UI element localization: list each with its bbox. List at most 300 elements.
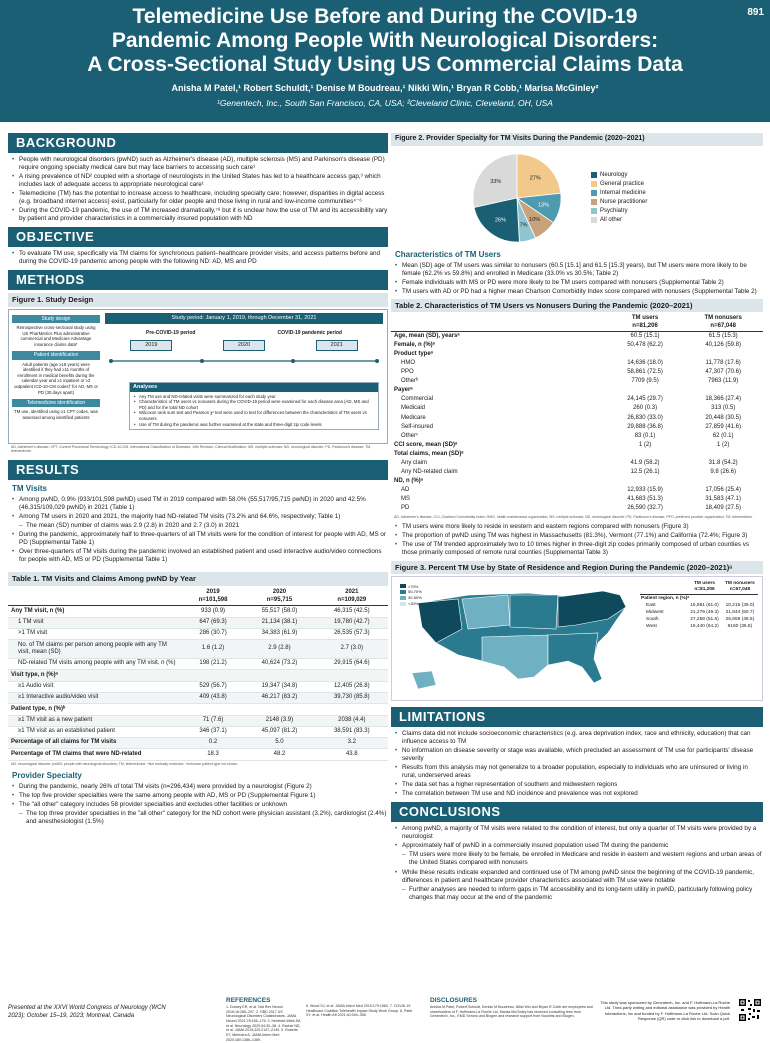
row-label: ≥1 Interactive audio/video visit xyxy=(8,692,183,703)
table2 xyxy=(391,314,763,513)
tag-patient-identification: Patient identification xyxy=(12,351,100,359)
references-text-2: 6. Wood SJ, et al. JAMA Intern Med 2019;179:1563. 7. COVID-19 Healthcare Coalition Telehealth Impact Study Work Group. 8. Patel SY, et al. Health Aff 2021;40:349–358. xyxy=(306,1004,413,1018)
cell-value: 47,307 (70.6) xyxy=(705,369,742,376)
table2-row xyxy=(391,359,763,368)
author-list: Anisha M Patel,¹ Robert Schuldt,¹ Denise M Boudreau,¹ Nikki Win,¹ Bryan R Cobb,¹ Marisa McGinley² xyxy=(171,83,599,94)
cell-value: 1.6 (1.2) xyxy=(183,640,243,659)
cell-value: 60.5 (15.1) xyxy=(630,332,660,339)
background-bullet: • A rising prevalence of ND² coupled with a shortage of neurologists in the United States has led to a healthcare access gap,³ which includes lack of adequate access to appropriate neurological care¹ xyxy=(12,173,388,189)
cell-value: 409 (43.8) xyxy=(183,692,243,703)
background-bullets xyxy=(8,156,388,223)
table2-row xyxy=(391,459,763,468)
cell-value xyxy=(607,450,684,459)
region-row xyxy=(640,617,758,624)
cell-value: 31.8 (54.2) xyxy=(708,460,738,467)
table2-row xyxy=(391,432,763,441)
region-value: 10,215 (39.0) xyxy=(725,602,755,608)
cell-value: 7963 (11.9) xyxy=(708,378,739,385)
cell-value: 1 (2) xyxy=(638,441,652,448)
map-legend-item xyxy=(400,595,422,600)
region-name: East xyxy=(646,602,656,608)
cell-value: 14,636 (18.0) xyxy=(627,359,663,366)
row-label: Otherᵇ xyxy=(401,378,419,385)
table2-row xyxy=(391,477,763,486)
cell-value: 27,859 (41.6) xyxy=(705,423,742,430)
region-value: 27,258 (51.5) xyxy=(690,617,719,623)
cell-value: 55,517 (58.0) xyxy=(243,606,315,617)
provider-bullet: • During the pandemic, nearly 26% of total TM visits (n=296,434) were provided by a neurologist (Figure 2) xyxy=(12,783,388,791)
table1-row xyxy=(8,692,388,703)
table1 xyxy=(8,588,388,761)
row-label: ≥1 Audio visit xyxy=(8,681,183,692)
legend-item xyxy=(591,190,647,198)
cell-value: 286 (30.7) xyxy=(183,629,243,640)
region-label: Patient region, n (%)ᵃ xyxy=(641,595,690,601)
timeline-years xyxy=(105,340,383,351)
table2-row xyxy=(391,396,763,405)
cell-value: 313 (0.5) xyxy=(711,405,736,412)
table2-title: Table 2. Characteristics of TM Users vs Nonusers During the Pandemic (2020–2021) xyxy=(391,299,763,312)
pie-label: 33% xyxy=(490,178,502,185)
table1-row xyxy=(8,640,388,659)
table2-header xyxy=(391,314,763,331)
cell-value: 26,830 (33.0) xyxy=(627,414,663,421)
cell-value: 41.9 (58.2) xyxy=(630,460,660,467)
cell-value: 529 (56.7) xyxy=(183,681,243,692)
cell-value: 18,409 (27.5) xyxy=(705,505,742,512)
cell-value: 12,933 (15.9) xyxy=(627,487,663,494)
cell-value: 26,590 (32.7) xyxy=(627,505,663,512)
region-col-nonusers: TM nonusers n=67,048 xyxy=(722,581,758,595)
cell-value: 19,780 (42.7) xyxy=(316,617,388,628)
row-label: ≥1 TM visit as a new patient xyxy=(8,715,183,726)
map-legend-label: 30-50% xyxy=(408,595,422,601)
cell-value xyxy=(607,477,684,486)
cell-value: 5.0 xyxy=(243,738,315,749)
characteristics-bullet: • Mean (SD) age of TM users was similar to nonusers (60.5 [15.1] and 61.5 [15.3] years), but TM users were more likely to be female (62.2% vs 59.8%) and enrolled in Medicare (33.0% vs 30.5%; Table 2) xyxy=(395,262,763,278)
table1-row xyxy=(8,738,388,749)
conclusion-bullet: • Among pwND, a majority of TM visits were related to the condition of interest, but only a quarter of TM visits were provided by a neurologist xyxy=(395,825,763,841)
figure3-map xyxy=(391,576,763,701)
background-bullet: • People with neurological disorders (pwND) such as Alzheimer's disease (AD), multiple sclerosis (MS) and Parkinson's disease (PD) require ongoing specialty medical care but may face barriers to accessing such care¹ xyxy=(12,156,388,172)
legend-label: Internal medicine xyxy=(600,189,646,196)
cell-value xyxy=(243,670,315,681)
cell-value: 58,861 (72.5) xyxy=(627,369,663,376)
limitation-bullet: • No information on disease severity or stage was available, which precluded an assessment of TM use for participants' disease severity xyxy=(395,747,763,763)
provider-bullets xyxy=(8,783,388,826)
row-label: Female, n (%)ᵃ xyxy=(394,341,435,348)
telemedicine-identification-text: TM use, identified using ≥1 CPT codes, was assessed among identified patients xyxy=(14,409,98,420)
cell-value xyxy=(683,350,763,359)
objective-heading: OBJECTIVE xyxy=(8,227,388,247)
legend-item xyxy=(591,217,647,225)
table2-row xyxy=(391,377,763,386)
year-2019: 2019 xyxy=(130,340,172,351)
cell-value: 34,383 (61.9) xyxy=(243,629,315,640)
table1-col-2020: 2020 n=95,715 xyxy=(243,588,315,606)
pie-legend xyxy=(591,170,647,226)
patient-identification-text: Adult patients (age ≥18 years) were identified if they had ≥11 months of enrollment in medical benefits during the calendar year and ≥1 inpatient or ≥2 outpatient ICD-10-CM codes† for AD, MS or PD (30 days apart) xyxy=(14,361,98,395)
tm-visits-bullet: – The mean (SD) number of claims was 2.9 (2.8) in 2020 and 2.7 (3.0) in 2021 xyxy=(12,522,388,530)
region-name: Midwest xyxy=(646,609,664,615)
table1-row xyxy=(8,726,388,737)
row-label: ND, n (%)ᵃ xyxy=(394,478,423,485)
cell-value xyxy=(683,386,763,395)
cell-value: 11,778 (17.6) xyxy=(705,359,741,366)
cell-value: 48.2 xyxy=(243,749,315,760)
poster-title: Telemedicine Use Before and During the COVID-19 Pandemic Among People With Neurological Disorders: A Cross-Sectional Study Using US Commercial Claims Data xyxy=(87,5,683,77)
tag-telemedicine-identification: Telemedicine identification xyxy=(12,399,100,407)
disclosures-text: Anisha M Patel, Robert Schuldt, Denise M Boudreau, Nikki Win and Bryan R Cobb are employees and shareholders of F. Hoffmann-La Roche Ltd. Marisa McGinley has received consulting fees from Genentech, Inc., EMD Serono and Biogen and research support from Novartis and Biogen. xyxy=(430,1005,593,1019)
pie-label: 10% xyxy=(529,216,541,223)
poster-footer xyxy=(0,997,770,1042)
conclusions-heading: CONCLUSIONS xyxy=(391,802,763,822)
table1-col-2019: 2019 n=101,598 xyxy=(183,588,243,606)
tm-visits-bullet: • Among TM users in 2020 and 2021, the majority had ND-related TM visits (73.2% and 64.6%, respectively; Table 1) xyxy=(12,513,388,521)
conclusion-bullet: – Further analyses are needed to inform gaps in TM accessibility and its long-term utility in pwND, particularly following policy changes that may occur at the end of the pandemic xyxy=(395,886,763,902)
cell-value: 46,315 (42.5) xyxy=(316,606,388,617)
region-name: West xyxy=(646,624,657,630)
geography-bullet: • TM users were more likely to reside in western and eastern regions compared with nonusers (Figure 3) xyxy=(395,523,763,531)
cell-value: 41,683 (51.3) xyxy=(627,496,663,503)
map-legend-label: 50-70% xyxy=(408,589,422,595)
table2-row xyxy=(391,386,763,395)
row-label: CCI score, mean (SD)ᵃ xyxy=(394,441,458,448)
cell-value: 346 (37.1) xyxy=(183,726,243,737)
map-legend-label: >70% xyxy=(408,583,419,589)
pie-label: 27% xyxy=(529,175,541,182)
cell-value: 31,583 (47.1) xyxy=(705,496,742,503)
table2-col-nonusers: TM nonusers n=67,048 xyxy=(683,314,763,331)
results-heading: RESULTS xyxy=(8,460,388,480)
legend-swatch xyxy=(591,190,597,196)
table1-row xyxy=(8,659,388,670)
limitation-bullet: • The correlation between TM use and ND incidence and prevalence was not explored xyxy=(395,790,763,798)
tm-visits-bullet: • Over three-quarters of TM visits during the pandemic involved an established patient and used interactive audio/video connections for people with AD, MS or PD (Supplemental Table 1) xyxy=(12,548,388,564)
cell-value: 24,145 (29.7) xyxy=(627,396,663,403)
geography-bullets xyxy=(391,523,763,557)
map-legend xyxy=(400,583,422,607)
row-label: No. of TM claims per person among people with any TM visit, mean (SD) xyxy=(8,640,183,659)
map-legend-swatch xyxy=(400,596,406,600)
region-table xyxy=(640,581,758,631)
characteristics-bullet: • TM users with AD or PD had a higher mean Charlson Comorbidity Index score compared with nonusers (Supplemental Table 2) xyxy=(395,288,763,296)
legend-label: Psychiatry xyxy=(600,207,628,214)
legend-item xyxy=(591,181,647,189)
conference-info: Presented at the XXVI World Congress of Neurology (WCN 2023); October 15–19, 2023; Montreal, Canada xyxy=(8,1005,166,1019)
characteristics-bullets xyxy=(391,262,763,296)
row-label: Patient type, n (%)ᵇ xyxy=(8,704,183,715)
table1-row xyxy=(8,606,388,617)
legend-label: Nurse practitioner xyxy=(600,198,648,205)
references-title: REFERENCES xyxy=(226,997,271,1004)
table1-title: Table 1. TM Visits and Claims Among pwND by Year xyxy=(8,572,388,585)
table2-row xyxy=(391,414,763,423)
cell-value xyxy=(183,704,243,715)
objective-bullets xyxy=(8,250,388,266)
cell-value xyxy=(243,704,315,715)
disclosures xyxy=(430,997,595,1019)
figure2-title: Figure 2. Provider Specialty for TM Visits During the Pandemic (2020–2021) xyxy=(391,133,763,146)
row-label: Percentage of all claims for TM visits xyxy=(8,738,183,749)
row-label: AD xyxy=(401,487,410,494)
cell-value xyxy=(183,670,243,681)
row-label: Any ND-related claim xyxy=(401,469,458,476)
background-heading: BACKGROUND xyxy=(8,133,388,153)
conclusion-bullet: • Approximately half of pwND in a commercially insured population used TM during the pandemic xyxy=(395,842,763,850)
study-period: Study period: January 1, 2019, through December 31, 2021 xyxy=(105,313,383,324)
provider-bullet: • The top five provider specialties were the same among people with AD, MS or PD (Supplemental Figure 1) xyxy=(12,792,388,800)
study-design-text: Retrospective cross-sectional study using US PharMetrics Plus administrative commercial and Medicare Advantage insurance claims data* xyxy=(16,325,96,347)
table2-row xyxy=(391,368,763,377)
table2-row xyxy=(391,505,763,514)
sponsor-text: This study was sponsored by Genentech, Inc. and F. Hoffmann-La Roche Ltd. Third-party writing and editorial assistance was provided by Health Interactions, Inc and funded by F. Hoffmann-La Roche Ltd. Scan Quick Response (QR) code or click link to download a pdf. xyxy=(600,1000,730,1022)
cell-value: 40,126 (59.8) xyxy=(705,341,742,348)
region-value: 21,279 (49.3) xyxy=(690,609,719,615)
region-row xyxy=(640,609,758,616)
provider-bullet: – The top three provider specialties in the "all other" category for the ND cohort were physician assistant (3.2%), cardiologist (2.4%) and anesthesiologist (1.5%) xyxy=(12,810,388,826)
row-label: Self-insured xyxy=(401,423,434,430)
table2-row xyxy=(391,468,763,477)
table1-footnote: ND, neurological disorder; pwND, people with neurological disorders; TM, telemedicine. ᵃNot mutually exclusive. ᵇUnknown patient type not shown. xyxy=(11,761,239,766)
pie-label: 26% xyxy=(494,217,506,224)
cell-value: 50,478 (62.2) xyxy=(627,341,663,348)
row-label: Medicare xyxy=(401,414,426,421)
row-label: Any claim xyxy=(401,460,428,467)
cell-value: 2038 (4.4) xyxy=(316,715,388,726)
left-column xyxy=(8,127,388,827)
cell-value: 18,366 (27.4) xyxy=(705,396,742,403)
row-label: PPO xyxy=(401,369,414,376)
provider-specialty-heading: Provider Specialty xyxy=(12,771,82,781)
geography-bullet: • The proportion of pwND using TM was highest in Massachusetts (81.3%), Vermont (77.1%) and California (72.4%; Figure 3) xyxy=(395,532,763,540)
year-2021: 2021 xyxy=(316,340,358,351)
table2-row xyxy=(391,487,763,496)
map-legend-item xyxy=(400,589,422,594)
row-label: ≥1 TM visit as an established patient xyxy=(8,726,183,737)
row-label: MS xyxy=(401,496,410,503)
row-label: 1 TM visit xyxy=(8,617,183,628)
conclusion-bullet: • While these results indicate expanded and continued use of TM among pwND since the beginning of the COVID-19 pandemic, differences in patient and healthcare provider characteristics associated with TM use were notable xyxy=(395,869,763,885)
row-label: Visit type, n (%)ᵃ xyxy=(8,670,183,681)
map-legend-swatch xyxy=(400,590,406,594)
cell-value: 933 (0.9) xyxy=(183,606,243,617)
table2-row xyxy=(391,341,763,350)
region-value: 9160 (35.8) xyxy=(727,624,753,630)
legend-label: General practice xyxy=(600,180,645,187)
cell-value: 0.2 xyxy=(183,738,243,749)
cell-value: 1 (2) xyxy=(717,441,730,448)
cell-value: 21,134 (38.1) xyxy=(243,617,315,628)
legend-item xyxy=(591,208,647,216)
limitation-bullet: • Claims data did not include socioeconomic characteristics (e.g. area deprivation index, race and ethnicity, education) that can influence access to TM xyxy=(395,730,763,746)
row-label: Product typeᵃ xyxy=(394,350,433,357)
map-legend-label: <30% xyxy=(408,601,419,607)
cell-value xyxy=(683,450,763,459)
analyses-list xyxy=(130,392,378,429)
cell-value: 9.8 (26.6) xyxy=(710,469,737,476)
region-row xyxy=(640,602,758,609)
table1-row xyxy=(8,629,388,640)
legend-item xyxy=(591,172,647,180)
pie-label: 13% xyxy=(537,202,549,209)
analyses-title: Analyses xyxy=(130,383,378,392)
table2-body xyxy=(391,331,763,513)
legend-label: Neurology xyxy=(600,171,628,178)
table1-row xyxy=(8,617,388,628)
row-label: Otherᶜ xyxy=(401,432,419,439)
table2-row xyxy=(391,450,763,459)
objective-bullet: • To evaluate TM use, specifically via TM claims for synchronous patient–healthcare provider visits, and access patterns before and during the COVID-19 pandemic among people with the following ND: AD, MS and PD xyxy=(12,250,388,266)
row-label: ND-related TM visits among people with any TM visit, n (%) xyxy=(8,659,183,670)
cell-value: 40,624 (73.2) xyxy=(243,659,315,670)
cell-value: 29,915 (64.6) xyxy=(316,659,388,670)
table2-col-users: TM users n=81,206 xyxy=(607,314,684,331)
analysis-item: • Any TM use and ND-related visits were summarized for each study year xyxy=(134,394,374,400)
cell-value: 38,591 (83.3) xyxy=(316,726,388,737)
qr-code-icon[interactable] xyxy=(738,998,762,1022)
table2-row xyxy=(391,441,763,450)
cell-value xyxy=(683,477,763,486)
row-label: Age, mean (SD), yearsᵃ xyxy=(394,332,460,339)
row-label: Medicaid xyxy=(401,405,426,412)
conclusion-bullet: – TM users were more likely to be female, be enrolled in Medicare and reside in eastern and western regions and urban areas of the United States compared with nonusers xyxy=(395,851,763,867)
limitation-bullet: • Results from this analysis may not generalize to a broader population, especially to individuals who are uninsured or living in rural, underserved areas xyxy=(395,764,763,780)
table2-footnote: AD, Alzheimer's disease; CCI, Charlson Comorbidity Index; HMO, health maintenance organization; MS, multiple sclerosis; ND, neurological disorder; PD, Parkinson's disease; PPO, preferred provider organization; TM, telemedicine. xyxy=(394,514,754,519)
row-label: HMO xyxy=(401,359,415,366)
region-row xyxy=(640,624,758,631)
pie-chart xyxy=(471,152,563,244)
cell-value: 2.7 (3.0) xyxy=(316,640,388,659)
table2-row xyxy=(391,496,763,505)
cell-value: 46,217 (83.2) xyxy=(243,692,315,703)
cell-value: 39,730 (85.8) xyxy=(316,692,388,703)
legend-swatch xyxy=(591,217,597,223)
study-design-figure xyxy=(8,309,388,444)
table1-row xyxy=(8,704,388,715)
background-bullet: • During the COVID-19 pandemic, the use of TM increased dramatically,⁷⁸ but it is unclear how the use of TM and its accessibility vary by patient and provider characteristics in a commercially insured population with ND xyxy=(12,207,388,223)
study-timeline xyxy=(105,313,383,372)
cell-value: 7709 (9.5) xyxy=(631,378,659,385)
conclusions-bullets xyxy=(391,825,763,901)
cell-value xyxy=(607,350,684,359)
characteristics-heading: Characteristics of TM Users xyxy=(395,249,501,259)
period-labels xyxy=(105,330,383,336)
legend-swatch xyxy=(591,181,597,187)
map-legend-swatch xyxy=(400,602,406,606)
cell-value: 18.3 xyxy=(183,749,243,760)
provider-bullet: • The "all other" category includes 58 provider specialties and excludes other facilities or unknown xyxy=(12,801,388,809)
table1-row xyxy=(8,681,388,692)
table1-row xyxy=(8,715,388,726)
poster-number: 891 xyxy=(747,7,764,18)
methods-footnote: AD, Alzheimer's disease; CPT, Current Procedural Terminology; ICD-10-CM, International Classification of Diseases, 10th Revision, Clinical Modification; MS, multiple sclerosis; ND, neurological disorder; PD, Parkinson's disease; TM, telemedicine. xyxy=(11,444,372,454)
cell-value: 26,535 (57.3) xyxy=(316,629,388,640)
legend-swatch xyxy=(591,199,597,205)
table1-col-2021: 2021 n=109,029 xyxy=(316,588,388,606)
cell-value: 43.8 xyxy=(316,749,388,760)
us-map xyxy=(398,581,638,696)
analysis-item: • Characteristics of TM users vs nonusers during the COVID-19 period were examined for each disease area (AD, MS and PD) and for the total ND cohort xyxy=(134,399,374,410)
geography-bullet: • The use of TM trended approximately two to 10 times higher in three-digit zip codes primarily composed of urban counties vs those primarily composed of remote rural counties (Supplemental Table 3) xyxy=(395,541,763,557)
tm-visits-bullet: • Among pwND, 0.9% (933/101,598 pwND) used TM in 2019 compared with 58.0% (55,517/95,715 pwND) in 2020 and 42.5% (46,315/109,029 pwND) in 2021 (Table 1) xyxy=(12,496,388,512)
row-label: Commercial xyxy=(401,396,434,403)
figure3-title: Figure 3. Percent TM Use by State of Residence and Region During the Pandemic (2020–2021)ᵃ xyxy=(391,561,763,574)
region-value: 21,844 (50.7) xyxy=(725,609,755,615)
row-label: >1 TM visit xyxy=(8,629,183,640)
region-name: South xyxy=(646,617,659,623)
cell-value: 260 (0.3) xyxy=(633,405,658,412)
analysis-item: • Use of TM during the pandemic was further examined at the state and three-digit zip code levels xyxy=(134,422,374,428)
cell-value: 198 (21.2) xyxy=(183,659,243,670)
cell-value: 83 (0.1) xyxy=(634,432,656,439)
legend-label: All other xyxy=(600,216,623,223)
limitations-bullets xyxy=(391,730,763,798)
cell-value: 62 (0.1) xyxy=(712,432,734,439)
right-column xyxy=(391,127,763,903)
limitations-heading: LIMITATIONS xyxy=(391,707,763,727)
region-value: 25,659 (48.5) xyxy=(725,617,755,623)
disclosures-title: DISCLOSURES xyxy=(430,997,477,1004)
covid-period-label: COVID-19 pandemic period xyxy=(277,329,342,336)
table2-row xyxy=(391,350,763,359)
map-legend-swatch xyxy=(400,584,406,588)
methods-heading: METHODS xyxy=(8,270,388,290)
legend-item xyxy=(591,199,647,207)
cell-value: 61.5 (15.3) xyxy=(708,332,738,339)
table1-row xyxy=(8,670,388,681)
cell-value: 647 (69.3) xyxy=(183,617,243,628)
characteristics-bullet: • Female individuals with MS or PD were more likely to be TM users compared with nonusers (Supplemental Table 2) xyxy=(395,279,763,287)
cell-value: 71 (7.6) xyxy=(183,715,243,726)
table2-row xyxy=(391,405,763,414)
cell-value: 20,448 (30.5) xyxy=(705,414,742,421)
row-label: Percentage of TM claims that were ND-related xyxy=(8,749,183,760)
figure1-title: Figure 1. Study Design xyxy=(8,293,388,306)
tm-visits-bullets xyxy=(8,496,388,564)
design-sidebar xyxy=(12,313,100,423)
map-legend-item xyxy=(400,601,422,606)
cell-value xyxy=(316,670,388,681)
row-label: Any TM visit, n (%) xyxy=(8,606,183,617)
pie-label: 7% xyxy=(519,222,528,229)
background-bullet: • Telemedicine (TM) has the potential to increase access to healthcare, including specialty care; however, disparities in digital access (e.g. broadband internet access) exist, particularly for older people and those living in rural and low-income communities⁴⁻⁶ xyxy=(12,190,388,206)
cell-value xyxy=(316,704,388,715)
cell-value: 2148 (3.9) xyxy=(243,715,315,726)
year-2020: 2020 xyxy=(223,340,265,351)
cell-value: 29,888 (36.8) xyxy=(627,423,663,430)
analysis-item: • Wilcoxon rank sum test and Pearson χ² test were used to test for differences between the characteristics of TM users vs nonusers xyxy=(134,410,374,421)
timeline-axis xyxy=(105,354,383,368)
cell-value: 2.9 (2.8) xyxy=(243,640,315,659)
cell-value: 19,347 (34.8) xyxy=(243,681,315,692)
references-text: 1. Dorsey ER, et al. Nat Rev Neurol 2016;16:285–297. 2. GBD 2017 US Neurological Disorders Collaborators. JAMA Neurol 2021;78:165–176. 3. Heidhart-Wahl JM, et al. Neurology 2020;94:30–38. 4. Rachel ND, et al. JAMA 2015;320:2147–2149. 5. Roberts ET, Mehrotra A. JAMA Intern Med 2020;180:1386–1389. xyxy=(226,1005,302,1042)
cell-value: 12.5 (26.1) xyxy=(630,469,660,476)
analyses-box xyxy=(129,382,379,430)
tm-visits-bullet: • During the pandemic, approximately half to three-quarters of all TM visits were for the condition of interest for people with AD, MS or PD (Supplemental Table 1) xyxy=(12,531,388,547)
legend-swatch xyxy=(591,172,597,178)
cell-value: 17,056 (25.4) xyxy=(705,487,742,494)
row-label: PD xyxy=(401,505,410,512)
pre-covid-label: Pre-COVID-19 period xyxy=(146,329,196,336)
limitation-bullet: • The data set has a higher representation of southern and midwestern regions xyxy=(395,781,763,789)
cell-value: 3.2 xyxy=(316,738,388,749)
region-value: 15,981 (61.0) xyxy=(690,602,719,608)
table1-row xyxy=(8,749,388,760)
table2-row xyxy=(391,423,763,432)
poster-header xyxy=(0,0,770,122)
legend-swatch xyxy=(591,208,597,214)
